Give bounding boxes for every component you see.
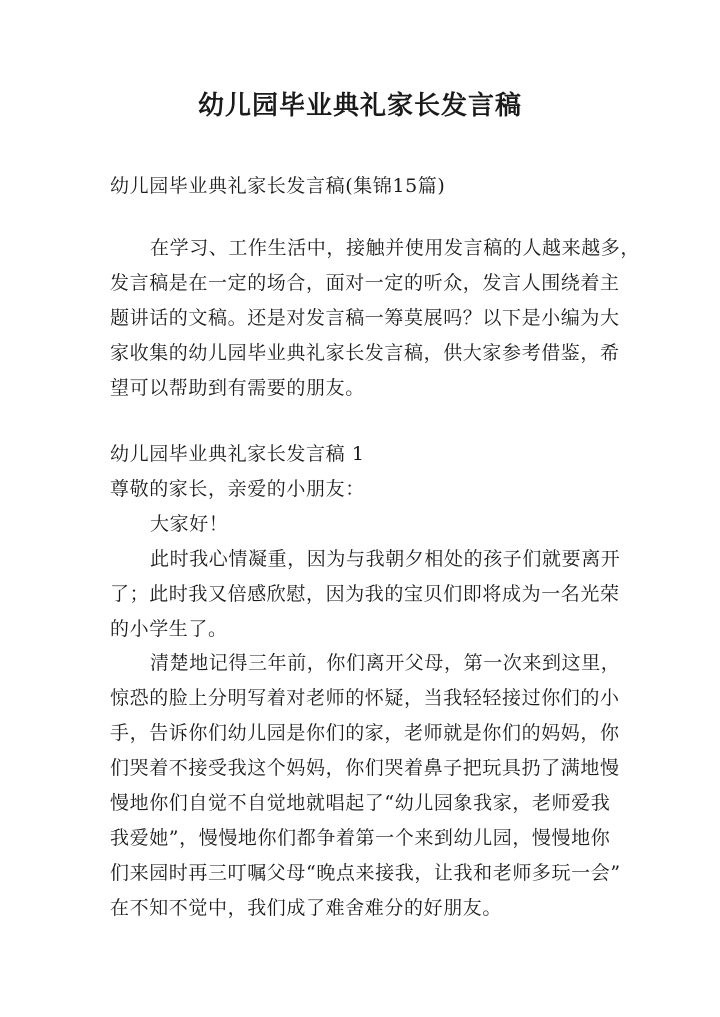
paragraph-line: 们哭着不接受我这个妈妈，你们哭着鼻子把玩具扔了满地慢 [110, 757, 620, 779]
paragraph-line: 此时我心情凝重，因为与我朝夕相处的孩子们就要离开 [150, 548, 621, 570]
paragraph-line: 慢地你们自觉不自觉地就唱起了“幼儿园象我家，老师爱我 [110, 792, 611, 814]
salutation: 尊敬的家长，亲爱的小朋友： [110, 478, 365, 500]
intro-line: 题讲话的文稿。还是对发言稿一筹莫展吗？以下是小编为大 [110, 307, 620, 329]
paragraph-line: 的小学生了。 [110, 618, 228, 640]
paragraph-line: 在不知不觉中，我们成了难舍难分的好朋友。 [110, 897, 503, 919]
intro-line: 在学习、工作生活中，接触并使用发言稿的人越来越多， [150, 237, 641, 259]
intro-line: 望可以帮助到有需要的朋友。 [110, 377, 365, 399]
paragraph-line: 惊恐的脸上分明写着对老师的怀疑，当我轻轻接过你们的小 [110, 687, 620, 709]
section-heading: 幼儿园毕业典礼家长发言稿 1 [110, 443, 365, 465]
intro-line: 家收集的幼儿园毕业典礼家长发言稿，供大家参考借鉴，希 [110, 342, 620, 364]
paragraph-line: 我爱她”，慢慢地你们都争着第一个来到幼儿园，慢慢地你 [110, 827, 611, 849]
intro-line: 发言稿是在一定的场合，面对一定的听众，发言人围绕着主 [110, 272, 620, 294]
paragraph-line: 清楚地记得三年前，你们离开父母，第一次来到这里， [150, 652, 621, 674]
document-subtitle: 幼儿园毕业典礼家长发言稿(集锦15篇) [110, 175, 446, 197]
greeting: 大家好！ [150, 513, 229, 535]
document-title: 幼儿园毕业典礼家长发言稿 [197, 91, 522, 121]
paragraph-line: 手，告诉你们幼儿园是你们的家，老师就是你们的妈妈，你 [110, 722, 620, 744]
paragraph-line: 了；此时我又倍感欣慰，因为我的宝贝们即将成为一名光荣 [110, 583, 620, 605]
paragraph-line: 们来园时再三叮嘱父母“晚点来接我，让我和老师多玩一会” [110, 862, 621, 884]
